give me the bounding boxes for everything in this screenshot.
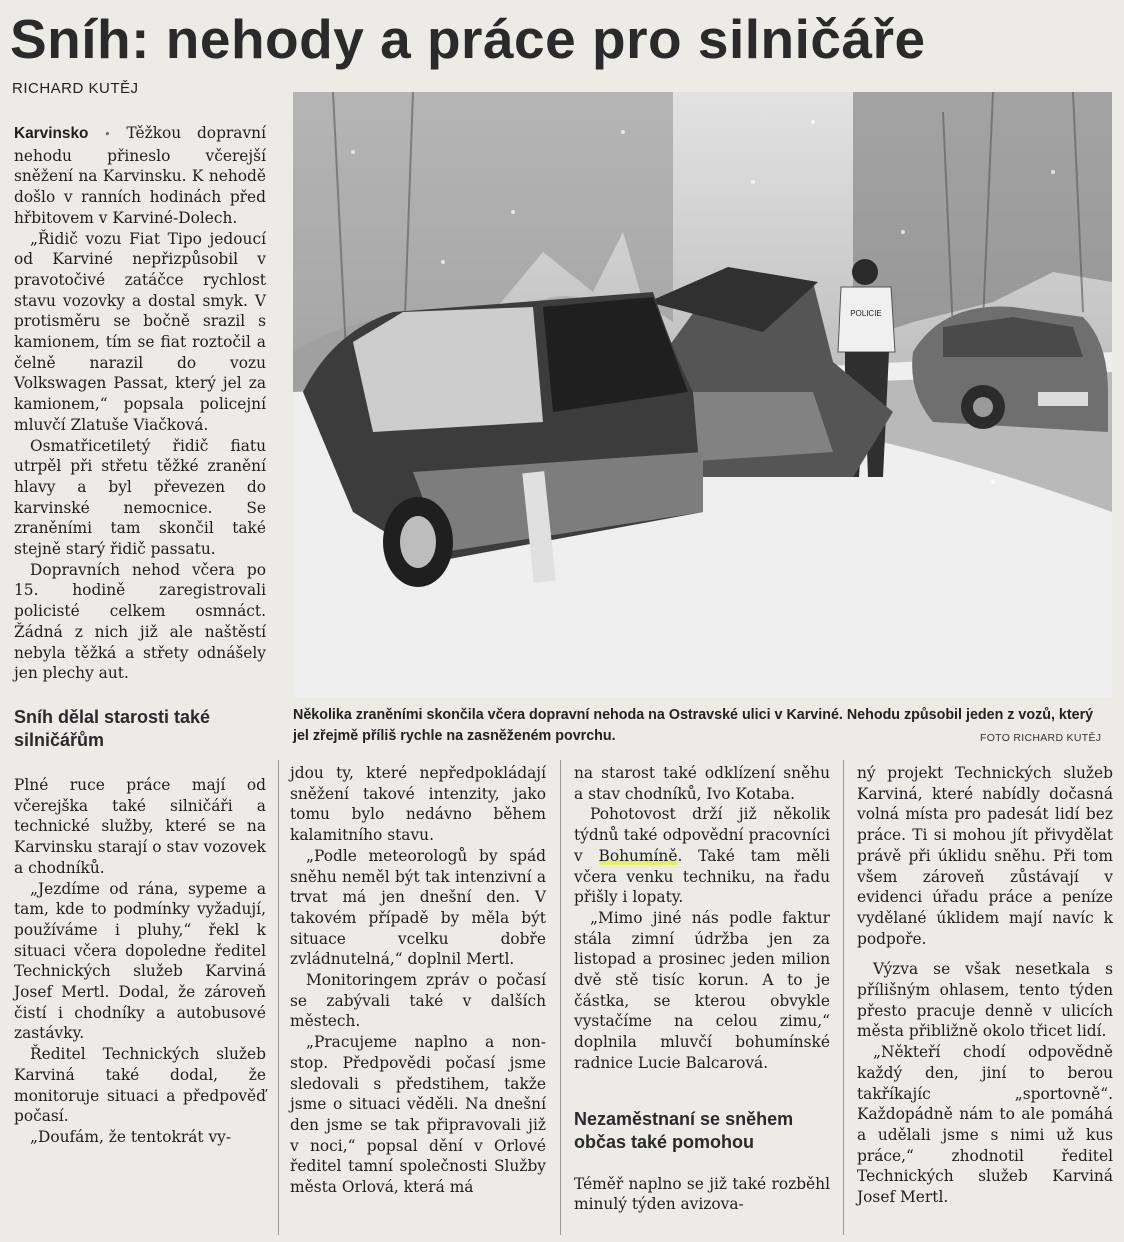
paragraph: jdou ty, které nepředpokládají sněžení takové intenzity, jako tomu bylo nedávno během kalamitního stavu. <box>290 764 546 845</box>
paragraph: Monitoringem zpráv o počasí se zabývali také v dalších městech. <box>290 971 546 1031</box>
paragraph <box>574 804 830 908</box>
paragraph: „Někteří chodí odpovědně každý den, jiní to berou takříkajíc „sportovně“. Každopádně nám to ale pomáhá a udělali jsme s nimi už kus práce,“ zhodnotil ředitel Technických služeb Karviná Josef Mertl. <box>857 1043 1113 1207</box>
column-3 <box>574 763 830 1215</box>
subheading-nezamestnani: Nezaměstnaní se sněhem občas také pomohou <box>574 1108 794 1152</box>
dateline: Karvinsko <box>14 125 89 142</box>
paragraph: na starost také odklízení sněhu a stav chodníků, Ivo Kotaba. <box>574 764 830 803</box>
highlighted-word: Bohumíně <box>598 846 678 865</box>
paragraph: Osmatřicetiletý řidič fiatu utrpěl při střetu těžké zranění hlavy a byl převezen do karvinské nemocnice. Se zraněními tam skončil také stejně starý řidič passatu. <box>14 436 266 559</box>
paragraph: Téměř naplno se již také rozběhl minulý týden avizova- <box>574 1174 830 1214</box>
paragraph: „Podle meteorologů by spád sněhu neměl být tak intenzivní a trvat má jen dnešní den. V takovém případě by měla být situace vcelku dobře zvládnutelná,“ doplnil Mertl. <box>290 846 546 969</box>
bullet-glyph: • <box>104 128 111 141</box>
paragraph: Výzva se však nesetkala s přílišným ohlasem, tento týden přesto pracuje denně v ulicích města přibližně okolo třicet lidí. <box>857 960 1113 1041</box>
subheading-silnicari: Sníh dělal starosti také silničářům <box>14 706 211 750</box>
paragraph: „Mimo jiné nás podle faktur stála zimní údržba jen za listopad a prosinec jeden milion dvě stě tisíc korun. A to je částka, se kterou obvykle vystačíme na celou zimu,“ doplnila mluvčí bohumínské radnice Lucie Balcarová. <box>574 908 830 1072</box>
paragraph: „Jezdíme od rána, sypeme a tam, kde to podmínky vyžadují, používáme i pluhy,“ řekl k situaci včera dopoledne ředitel Technických služeb Karviná Josef Mertl. Dodal, že zároveň čistí i chodníky a autobusové zastávky. <box>14 879 266 1043</box>
paragraph: Dopravních nehod včera po 15. hodině zaregistrovali policisté celkem osmnáct. Žádná z nich již ale naštěstí nebyla těžká a střety odnášely jen plechy aut. <box>14 560 266 683</box>
paragraph: „Řidič vozu Fiat Tipo jedoucí od Karviné nepřizpůsobil v pravotočivé zatáčce rychlost stavu vozovky a dostal smyk. V protisměru se bočně srazil s kamionem, tím se fiat roztočil a čelně narazil do vozu Volkswagen Passat, který jel za kamionem,“ popsala policejní mluvčí Zlatuše Viačková. <box>14 229 266 434</box>
accident-photo <box>293 92 1112 697</box>
lead-paragraph <box>14 123 266 229</box>
column-4 <box>857 763 1113 1208</box>
column-divider <box>843 760 844 1235</box>
paragraph: Plné ruce práce mají od včerejška také silničáři a technické služby, které se na Karvinsku starají o stav vozovek a chodníků. <box>14 775 266 877</box>
column-divider <box>278 760 279 1235</box>
column-1 <box>14 123 266 1148</box>
paragraph-text: Pohotovost drží již několik týdnů také odpovědní pracovníci v <box>574 805 830 865</box>
paragraph: „Pracujeme naplno a non-stop. Předpovědi počasí jsme sledovali s předstihem, takže jsme o situaci věděli. Na dnešní den jsme se tak připravovali již v noci,“ popsal dění v Orlové ředitel tamní společnosti Služby města Orlová, která má <box>290 1033 546 1197</box>
parked-car <box>912 307 1108 432</box>
paragraph-text: Těžkou dopravní nehodu přineslo včerejší sněžení na Karvinsku. K nehodě došlo v ranních hodinách před hřbitovem v Karviné-Dolech. <box>14 124 266 227</box>
paragraph: „Doufám, že tentokrát vy- <box>30 1127 232 1146</box>
column-divider <box>560 760 561 1235</box>
photo-caption: Několika zraněními skončila včera dopravní nehoda na Ostravské ulici v Karviné. Nehodu způsobil jeden z vozů, který jel zřejmě příliš rychle na zasněženém povrchu. <box>293 707 1094 744</box>
paragraph-text: . Také tam měli včera venku techniku, na řadu přišly i lopaty. <box>574 846 830 907</box>
paragraph: ný projekt Technických služeb Karviná, které nabídly dočasná volná místa pro padesát lidí bez práce. Ti si mohou jít přivydělat právě při úklidu sněhu. Při tom všem zároveň zůstávají v evidenci úřadu práce a peníze vydělané úklidem mají navíc k podpoře. <box>857 764 1113 948</box>
column-2 <box>290 763 546 1198</box>
article-byline: RICHARD KUTĚJ <box>12 80 139 97</box>
paragraph: Ředitel Technických služeb Karviná také dodal, že monitoruje situaci a předpověď počasí. <box>14 1045 266 1126</box>
vest-label: POLICIE <box>850 309 882 318</box>
photo-credit: FOTO RICHARD KUTĚJ <box>980 732 1102 744</box>
article-headline: Sníh: nehody a práce pro silničáře <box>10 8 926 70</box>
